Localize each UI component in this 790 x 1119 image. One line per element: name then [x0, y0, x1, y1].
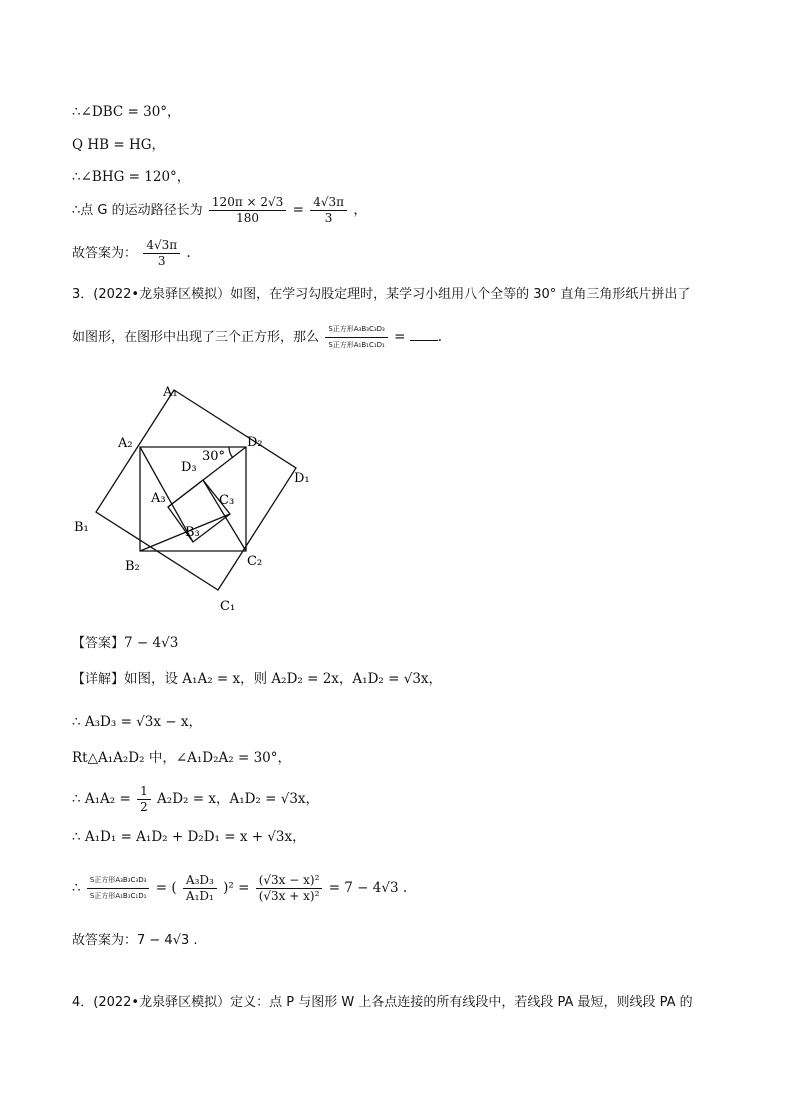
answer-blank — [410, 328, 438, 341]
side-ratio-fraction: $\frac{\text{A₃D₃}}{\text{A₁D₁}}$ — [183, 873, 217, 904]
solution-line-2: Q HB = HG， — [72, 137, 166, 153]
answer-fraction: $\frac{4√3\pi}{3}$ — [143, 238, 180, 269]
solution-line-3: ∴∠BHG = 120°， — [72, 169, 191, 185]
label-C3: C₃ — [219, 493, 235, 508]
question-3-stem-line-2: 如图形，在图形中出现了三个正方形，那么 $\frac{\text{S正方形A₃B₃C₃D₃}}{\text{S正方形A₁B₁C₁D₁}}$ = . — [72, 322, 442, 353]
label-A1: A₁ — [163, 385, 178, 400]
detail-line-5: ∴ A₁D₁ = A₁D₂ + D₂D₁ = x + √3x， — [72, 829, 306, 845]
label-B2: B₂ — [125, 559, 140, 574]
label-B1: B₁ — [74, 520, 89, 535]
question-3-stem-line-1: 3．(2022•龙泉驿区模拟）如图，在学习勾股定理时，某学习小组用八个全等的 30° 直角三角形纸片拼出了 — [72, 287, 691, 302]
angle-label: 30° — [202, 449, 226, 464]
detail-line-3: Rt△A₁A₂D₂ 中，∠A₁D₂A₂ = 30°， — [72, 750, 292, 766]
label-B3: B₃ — [185, 525, 200, 540]
solution-line-4: ∴点 G 的运动路径长为 $\frac{120\pi \times 2√3}{180}$ = $\frac{4√3\pi}{3}$ ， — [72, 195, 367, 225]
detail-line-6: ∴ $\frac{\text{S正方形A₃B₃C₃D₃}}{\text{S正方形A₁B₁C₁D₁}}$ = ( $\frac{\text{A₃D₃}}{\text{A₁D₁}}$ )² = $\frac{\text{(√3x − x)²}}{\text{(√3x + x)²}}$ = 7 − 4√3 . — [72, 873, 408, 903]
solution-line-1: ∴∠DBC = 30°， — [72, 104, 181, 120]
half-fraction: $\frac{1}{2}$ — [137, 784, 151, 815]
fraction-path-length: $\frac{120\pi \times 2√3}{180}$ — [209, 195, 286, 226]
label-A3: A₃ — [151, 491, 166, 506]
area-ratio-fraction-2: $\frac{\text{S正方形A₃B₃C₃D₃}}{\text{S正方形A₁B₁C₁D₁}}$ — [87, 873, 150, 904]
area-ratio-fraction: $\frac{\text{S正方形A₃B₃C₃D₃}}{\text{S正方形A₁B₁C₁D₁}}$ — [325, 322, 388, 353]
question-4-stem: 4．(2022•龙泉驿区模拟）定义：点 P 与图形 W 上各点连接的所有线段中，若线段 PA 最短，则线段 PA 的 — [72, 995, 693, 1010]
fraction-result: $\frac{4√3\pi}{3}$ — [310, 195, 347, 226]
label-C2: C₂ — [247, 554, 263, 569]
answer-line: 【答案】7 − 4√3 — [72, 635, 179, 651]
detail-line-1: 【详解】如图，设 A₁A₂ = x，则 A₂D₂ = 2x，A₁D₂ = √3x， — [72, 671, 443, 687]
squared-ratio-fraction: $\frac{\text{(√3x − x)²}}{\text{(√3x + x)²}}$ — [256, 873, 323, 904]
solution-answer-line: 故答案为： $\frac{4√3\pi}{3}$ . — [72, 238, 191, 268]
label-A2: A₂ — [118, 436, 133, 451]
label-C1: C₁ — [220, 599, 236, 614]
detail-final-answer: 故答案为：7 − 4√3 . — [72, 933, 198, 948]
label-D1: D₁ — [294, 471, 310, 486]
detail-line-2: ∴ A₃D₃ = √3x − x， — [72, 714, 202, 730]
detail-line-4: ∴ A₁A₂ = $\frac{1}{2}$ A₂D₂ = x，A₁D₂ = √3x， — [72, 784, 320, 814]
label-D2: D₂ — [247, 435, 263, 450]
label-D3: D₃ — [181, 460, 197, 475]
pinwheel-squares-figure — [60, 370, 330, 620]
